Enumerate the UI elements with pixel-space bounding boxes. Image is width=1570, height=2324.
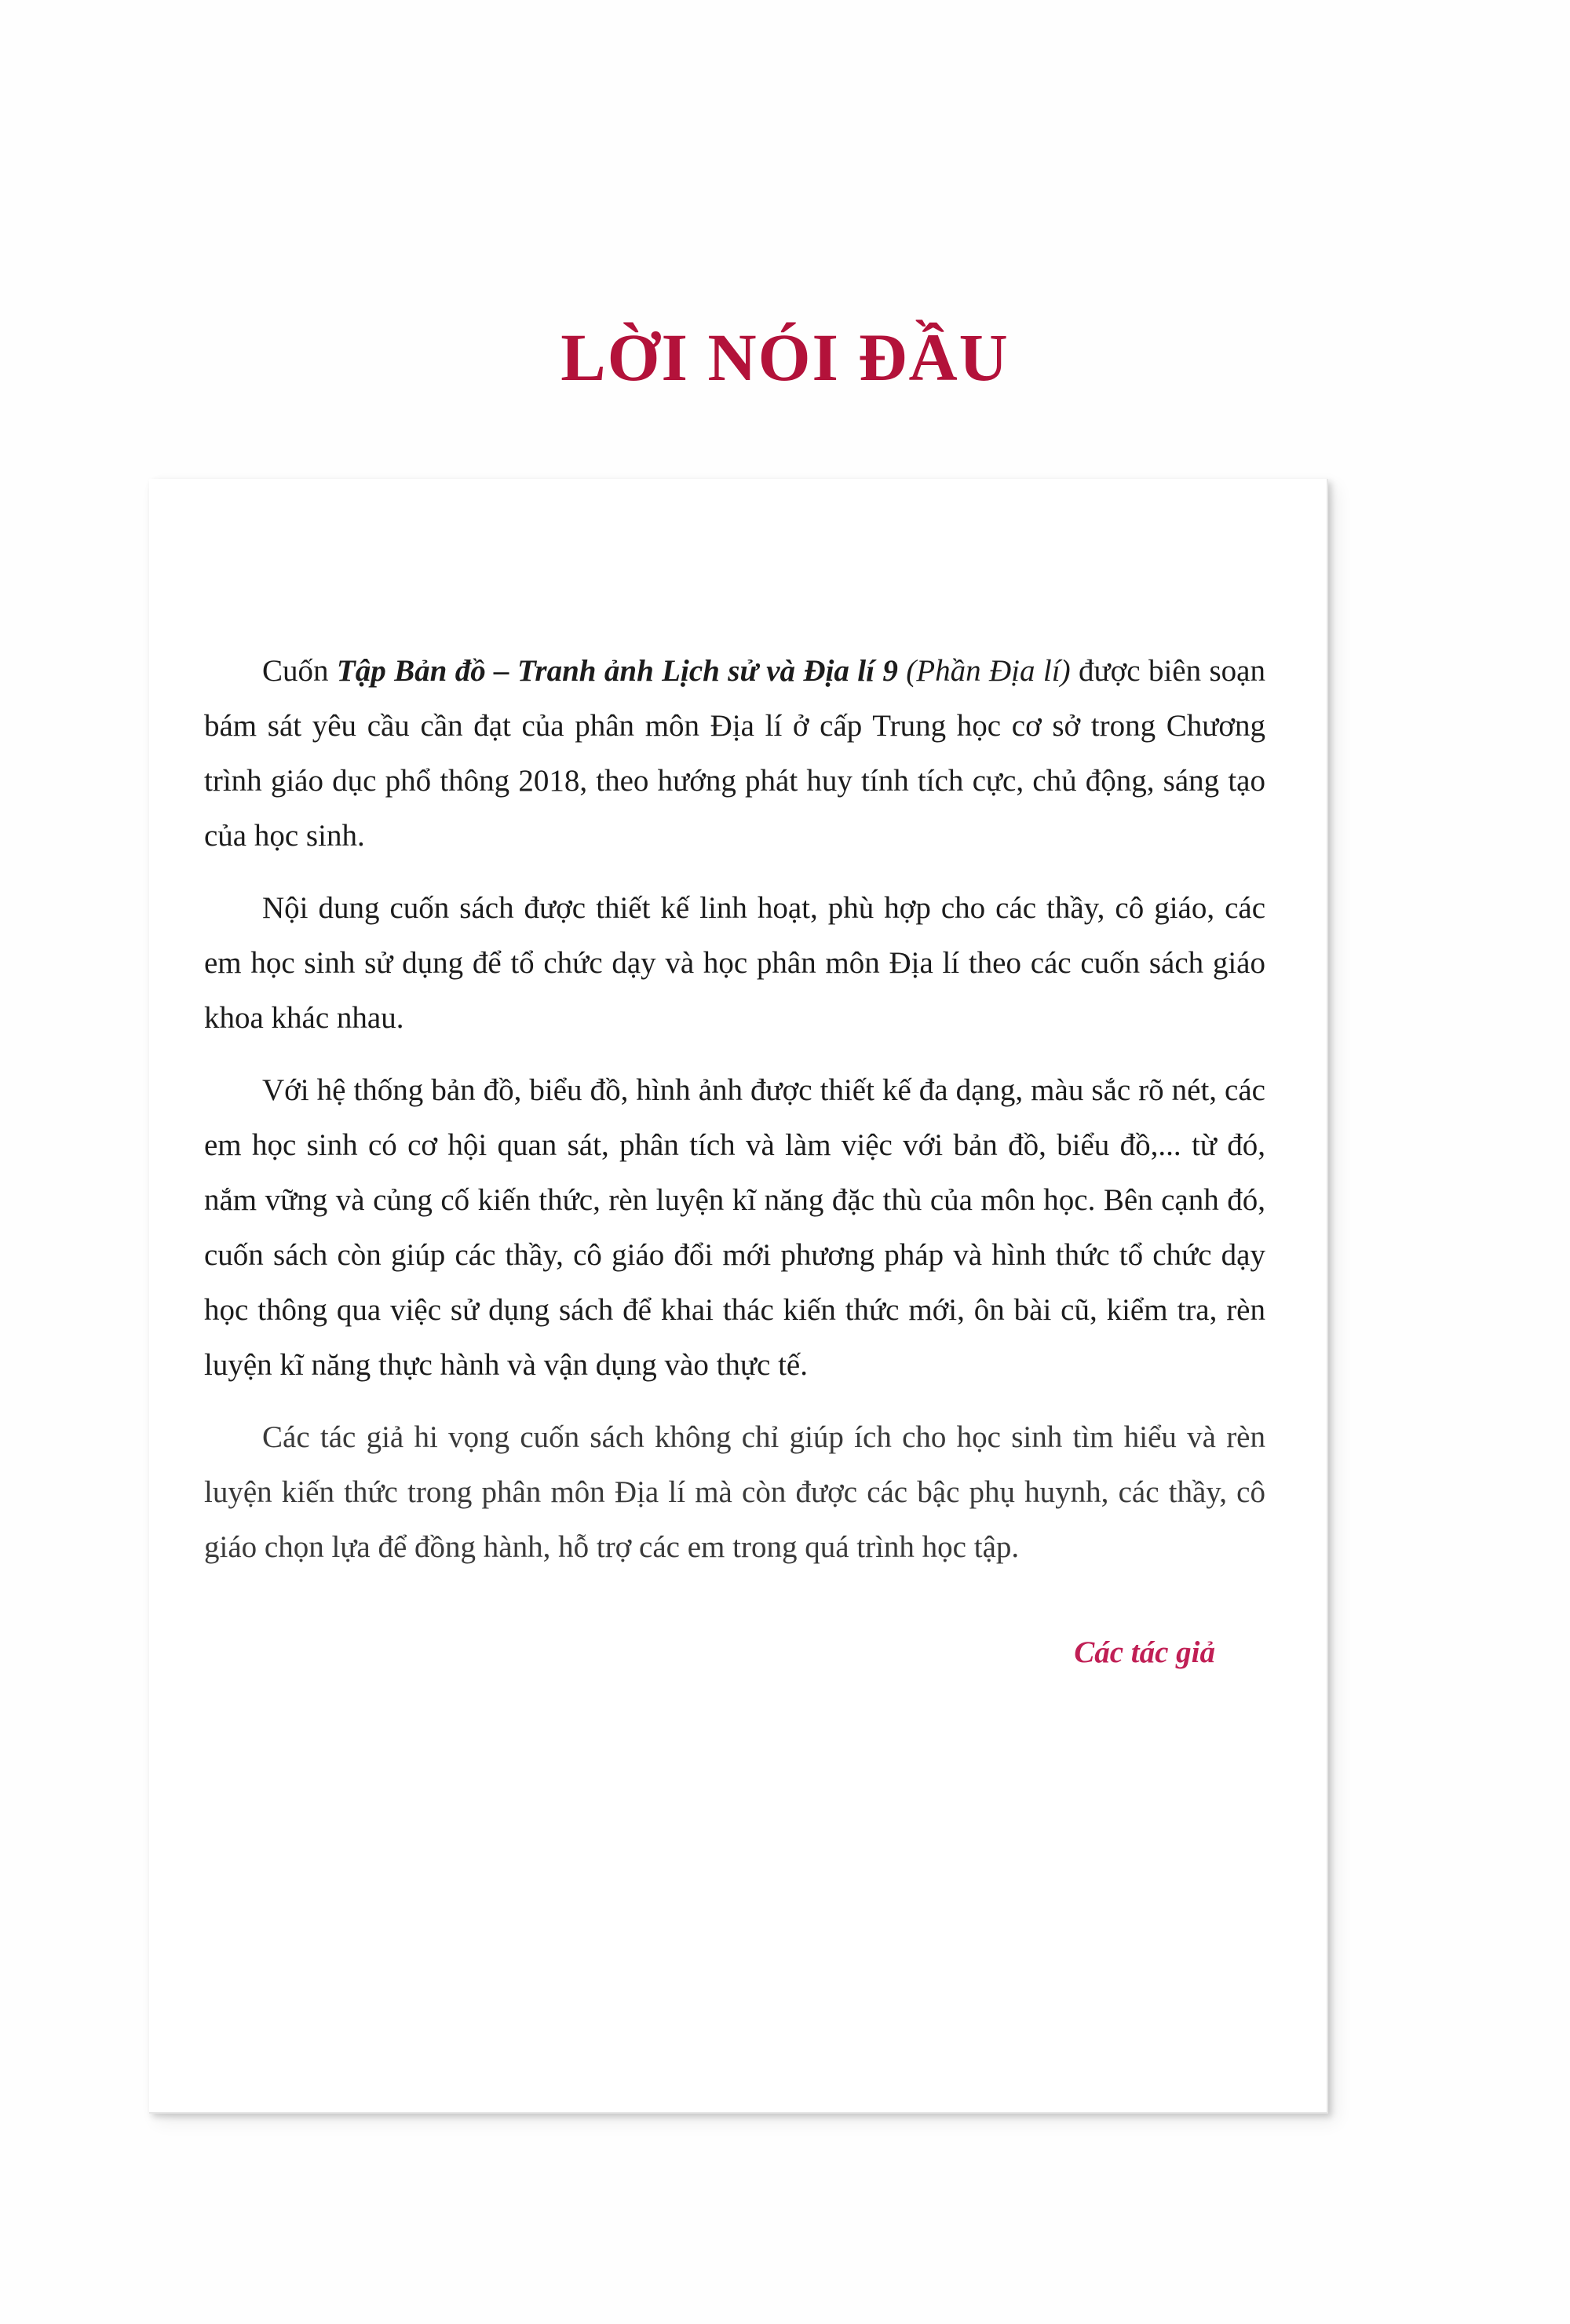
paragraph-1-rest: được biên soạn bám sát yêu cầu cần đạt của phân môn Địa lí ở cấp Trung học cơ sở trong Chương trình giáo dục phổ thông 2018, theo hướng phát huy tính tích cực, chủ động, sáng tạo của học sinh. [204, 654, 1265, 853]
paragraph-3: Với hệ thống bản đồ, biểu đồ, hình ảnh được thiết kế đa dạng, màu sắc rõ nét, các em học sinh có cơ hội quan sát, phân tích và làm việc với bản đồ, biểu đồ,... từ đó, nắm vững và củng cố kiến thức, rèn luyện kĩ năng đặc thù của môn học. Bên cạnh đó, cuốn sách còn giúp các thầy, cô giáo đổi mới phương pháp và hình thức tổ chức dạy học thông qua việc sử dụng sách để khai thác kiến thức mới, ôn bài cũ, kiểm tra, rèn luyện kĩ năng thực hành và vận dụng vào thực tế. [204, 1073, 1265, 1382]
book-part-italic: (Phần Địa lí) [897, 654, 1071, 688]
book-title-emphasis: Tập Bản đồ – Tranh ảnh Lịch sử và Địa lí 9 [336, 654, 898, 688]
signature: Các tác giả [1074, 1635, 1215, 1669]
preface-body [204, 644, 1265, 1592]
paragraph-4: Các tác giả hi vọng cuốn sách không chỉ giúp ích cho học sinh tìm hiểu và rèn luyện kiến thức trong phân môn Địa lí mà còn được các bậc phụ huynh, các thầy, cô giáo chọn lựa để đồng hành, hỗ trợ các em trong quá trình học tập. [204, 1420, 1265, 1564]
page-title: LỜI NÓI ĐẦU [560, 320, 1010, 395]
paragraph-1-prefix: Cuốn [262, 654, 337, 688]
paragraph-1 [204, 644, 1265, 864]
paragraph-2: Nội dung cuốn sách được thiết kế linh hoạt, phù hợp cho các thầy, cô giáo, các em học sinh sử dụng để tổ chức dạy và học phân môn Địa lí theo các cuốn sách giáo khoa khác nhau. [204, 891, 1265, 1035]
